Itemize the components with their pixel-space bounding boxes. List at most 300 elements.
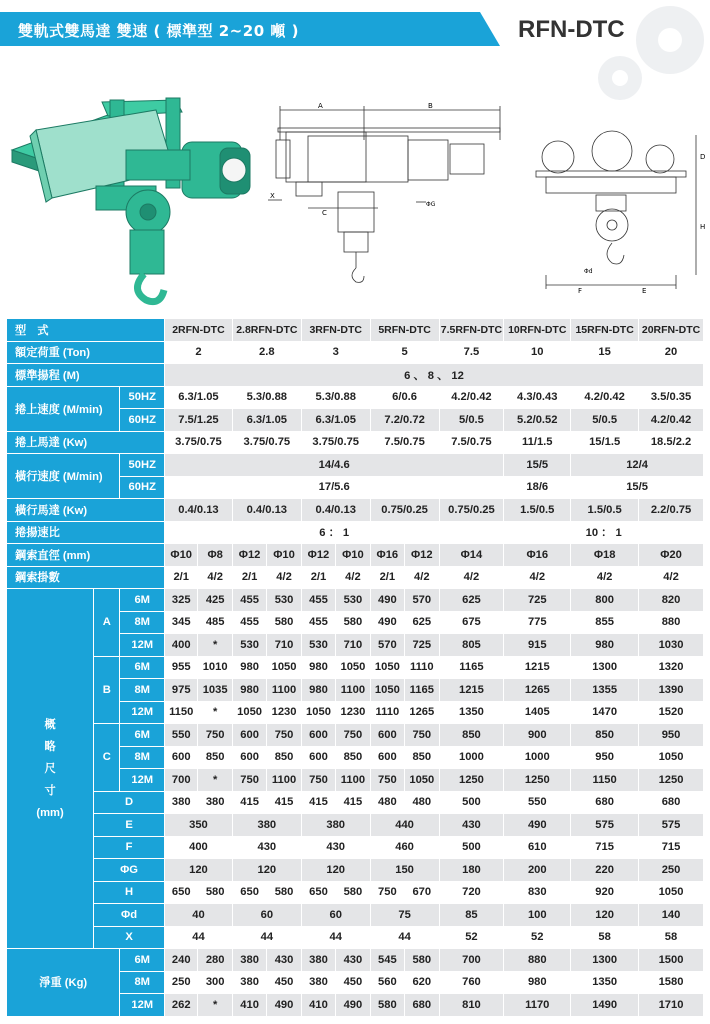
lift-label: 標準揚程 (M) [7,364,165,387]
spec-table [6,318,704,1017]
dim-c-cell: 750 [370,769,404,792]
hoist-speed-cell: 6/0.6 [370,386,439,409]
dim-value-cell: 680 [571,791,639,814]
hoist-motor-cell: 3.75/0.75 [301,431,370,454]
dim-b-cell: 1300 [571,656,639,679]
dim-c-cell: 750 [232,769,266,792]
hoist-speed-cell: 5.3/0.88 [232,386,301,409]
rated-load-cell: 10 [504,341,571,364]
dim-a-cell: 570 [405,589,439,612]
weight-cell: 250 [165,971,198,994]
weight-cell: 580 [405,949,439,972]
dim-d-small-label: Φd [584,268,593,275]
dim-b-cell: 1470 [571,701,639,724]
hoist-motor-cell: 18.5/2.2 [639,431,704,454]
dim-c-cell: 1050 [405,769,439,792]
dim-c-cell: 950 [571,746,639,769]
weight-cell: 620 [405,971,439,994]
dim-c-cell: * [198,769,232,792]
dim-a-cell: 625 [405,611,439,634]
weight-cell: 300 [198,971,232,994]
dims-label-part: 略 [44,740,56,753]
rope-dia-cell: Φ10 [336,544,370,567]
weight-cell: 280 [198,949,232,972]
rated-load-cell: 3 [301,341,370,364]
travel-motor-cell: 2.2/0.75 [639,499,704,522]
rope-dia-cell: Φ16 [370,544,404,567]
hoist-speed-cell: 6.3/1.05 [165,386,233,409]
dim-value-cell: 715 [571,836,639,859]
rope-dia-cell: Φ20 [639,544,704,567]
dim-value-cell: 580 [336,881,370,904]
hoist-speed-cell: 5/0.5 [439,409,504,432]
hoist-speed-50-row [7,386,704,409]
dim-c-cell: 850 [267,746,301,769]
dim-value-cell: 380 [301,814,370,837]
lift-height-label: 8M [120,679,165,702]
dim-g-label: ΦG [426,201,436,208]
rope-falls-cell: 4/2 [504,566,571,589]
weight-cell: 430 [267,949,301,972]
rated-load-cell: 5 [370,341,439,364]
model-name-cell: 10RFN-DTC [504,319,571,342]
weight-cell: 450 [267,971,301,994]
dim-h-row [7,881,704,904]
dim-label: D [94,791,165,814]
weight-cell: 1580 [639,971,704,994]
dim-c-cell: 750 [405,724,439,747]
dim-d-row [7,791,704,814]
rope-dia-cell: Φ14 [439,544,504,567]
dim-value-cell: 715 [639,836,704,859]
dim-a-cell: 980 [571,634,639,657]
dim-value-cell: 480 [405,791,439,814]
dim-c-cell: 1150 [571,769,639,792]
dim-a-cell: 580 [336,611,370,634]
weight-cell: 980 [504,971,571,994]
dim-c-6m-row [7,724,704,747]
rope-dia-cell: Φ10 [165,544,198,567]
dim-c-cell: 700 [165,769,198,792]
dims-label [7,589,94,949]
weight-cell: 700 [439,949,504,972]
dim-b-cell: 1100 [267,679,301,702]
dim-value-cell: 52 [504,926,571,949]
dim-c-cell: 600 [370,724,404,747]
weight-cell: 450 [336,971,370,994]
dim-a-cell: 530 [267,589,301,612]
dim-value-cell: 650 [232,881,266,904]
rated-load-row [7,341,704,364]
dim-b-6m-row [7,656,704,679]
dim-value-cell: 680 [639,791,704,814]
rope-dia-cell: Φ18 [571,544,639,567]
dim-a-cell: 775 [504,611,571,634]
dim-value-cell: 650 [165,881,198,904]
dim-a-cell: * [198,634,232,657]
weight-cell: 430 [336,949,370,972]
dim-a-cell: 455 [301,589,335,612]
hoist-speed-cell: 4.3/0.43 [504,386,571,409]
rope-falls-label: 鋼索掛數 [7,566,165,589]
dim-a-cell: 855 [571,611,639,634]
weight-cell: 380 [301,971,335,994]
dim-c-cell: 750 [267,724,301,747]
weight-cell: 1490 [571,994,639,1017]
dim-g-row [7,859,704,882]
rope-falls-cell: 4/2 [198,566,232,589]
dims-label-part: 尺 [44,762,56,775]
model-name-cell: 2.8RFN-DTC [232,319,301,342]
dim-a-cell: 880 [639,611,704,634]
dim-c-cell: 950 [639,724,704,747]
dim-e-row [7,814,704,837]
travel-motor-cell: 0.4/0.13 [165,499,233,522]
rated-load-cell: 7.5 [439,341,504,364]
travel-speed-cell: 14/4.6 [165,454,504,477]
dim-value-cell: 575 [571,814,639,837]
model-name-cell: 15RFN-DTC [571,319,639,342]
dim-value-cell: 100 [504,904,571,927]
weight-cell: 240 [165,949,198,972]
dim-value-cell: 44 [301,926,370,949]
rope-dia-cell: Φ12 [301,544,335,567]
dim-a-label: A [318,102,323,110]
dim-value-cell: 415 [336,791,370,814]
model-title: RFN-DTC [518,16,625,43]
dim-value-cell: 58 [571,926,639,949]
dim-x-label: X [270,192,275,200]
dim-value-cell: 44 [370,926,439,949]
travel-motor-cell: 0.4/0.13 [232,499,301,522]
dim-c-cell: 1100 [336,769,370,792]
dim-value-cell: 44 [232,926,301,949]
dim-d-row [7,904,704,927]
dim-b-cell: 1265 [504,679,571,702]
dim-label: Φd [94,904,165,927]
weight-cell: 410 [232,994,266,1017]
dim-a-cell: 725 [405,634,439,657]
travel-speed-cell: 18/6 [504,476,571,499]
dim-value-cell: 58 [639,926,704,949]
dim-a-cell: 490 [370,611,404,634]
rope-falls-cell: 4/2 [439,566,504,589]
dim-label: H [94,881,165,904]
dim-value-cell: 920 [571,881,639,904]
dim-b-cell: 1405 [504,701,571,724]
dim-value-cell: 75 [370,904,439,927]
gear-ratio-row [7,521,704,544]
lift-height-label: 12M [120,994,165,1017]
dim-value-cell: 180 [439,859,504,882]
lift-height-label: 8M [120,611,165,634]
hoist-motor-cell: 15/1.5 [571,431,639,454]
dim-b-cell: 1050 [370,679,404,702]
dim-value-cell: 430 [232,836,301,859]
weight-cell: 680 [405,994,439,1017]
dim-value-cell: 120 [571,904,639,927]
dim-value-cell: 430 [301,836,370,859]
dim-c-cell: 600 [301,724,335,747]
dim-b-cell: 1010 [198,656,232,679]
hoist-motor-cell: 3.75/0.75 [232,431,301,454]
rope-dia-cell: Φ8 [198,544,232,567]
dim-value-cell: 52 [439,926,504,949]
dim-b-cell: 1050 [232,701,266,724]
dim-a-cell: 325 [165,589,198,612]
dim-c-cell: 850 [405,746,439,769]
dim-a-cell: 1030 [639,634,704,657]
dim-b-cell: 980 [232,679,266,702]
rope-dia-cell: Φ10 [267,544,301,567]
travel-speed-cell: 12/4 [571,454,704,477]
dim-c-cell: 600 [370,746,404,769]
weight-6m-row [7,949,704,972]
dim-value-cell: 490 [504,814,571,837]
dim-c-cell: 550 [165,724,198,747]
dim-value-cell: 120 [165,859,233,882]
travel-motor-cell: 0.75/0.25 [439,499,504,522]
dim-b-cell: 1050 [301,701,335,724]
dim-b-cell: 1215 [439,679,504,702]
travel-speed-cell: 15/5 [571,476,704,499]
rope-falls-cell: 4/2 [405,566,439,589]
dim-c-cell: 1050 [639,746,704,769]
dim-value-cell: 44 [165,926,233,949]
travel-speed-cell: 15/5 [504,454,571,477]
lift-height-label: 6M [120,656,165,679]
dim-a-cell: 400 [165,634,198,657]
weight-cell: 1300 [571,949,639,972]
dim-x-row [7,926,704,949]
dim-a-cell: 490 [370,589,404,612]
lift-height-label: 12M [120,701,165,724]
dim-a-cell: 345 [165,611,198,634]
dim-value-cell: 400 [165,836,233,859]
travel-motor-cell: 1.5/0.5 [504,499,571,522]
dim-c-cell: 1000 [439,746,504,769]
weight-cell: 545 [370,949,404,972]
dim-a-cell: 455 [232,611,266,634]
dim-a-cell: 530 [232,634,266,657]
hoist-speed-cell: 4.2/0.42 [639,409,704,432]
lift-height-label: 6M [120,589,165,612]
gear-ratio-label: 捲揚速比 [7,521,165,544]
dim-value-cell: 610 [504,836,571,859]
dim-b-cell: 1320 [639,656,704,679]
rope-falls-row [7,566,704,589]
dim-label: X [94,926,165,949]
dim-c-cell: 850 [336,746,370,769]
dim-b-cell: 1150 [165,701,198,724]
dim-d-label: D [700,153,706,161]
dim-value-cell: 650 [301,881,335,904]
rope-falls-cell: 2/1 [301,566,335,589]
dim-value-cell: 250 [639,859,704,882]
hz60-label: 60HZ [120,476,165,499]
dim-value-cell: 580 [198,881,232,904]
dim-value-cell: 430 [439,814,504,837]
lift-value: 6 、 8 、 12 [165,364,704,387]
rated-load-label: 額定荷重 (Ton) [7,341,165,364]
lift-height-label: 6M [120,949,165,972]
dim-b-cell: 1390 [639,679,704,702]
dim-a-cell: 530 [301,634,335,657]
dim-b-cell: 1100 [336,679,370,702]
dim-value-cell: 480 [370,791,404,814]
rope-dia-cell: Φ16 [504,544,571,567]
dims-label-part: 寸 [44,784,56,797]
weight-cell: 760 [439,971,504,994]
rope-dia-label: 鋼索直徑 (mm) [7,544,165,567]
hoist-motor-label: 捲上馬達 (Kw) [7,431,165,454]
dim-c-cell: 1000 [504,746,571,769]
dim-c-cell: 750 [198,724,232,747]
travel-motor-label: 橫行馬達 (Kw) [7,499,165,522]
weight-cell: 880 [504,949,571,972]
dim-c-cell: 1250 [504,769,571,792]
dim-value-cell: 150 [370,859,439,882]
dim-value-cell: 200 [504,859,571,882]
hoist-speed-cell: 4.2/0.42 [571,386,639,409]
dim-a-cell: 530 [336,589,370,612]
dim-value-cell: 85 [439,904,504,927]
hoist-speed-cell: 6.3/1.05 [232,409,301,432]
travel-motor-cell: 0.4/0.13 [301,499,370,522]
dim-c-cell: 750 [301,769,335,792]
dim-group-label: C [94,724,120,792]
dim-value-cell: 415 [301,791,335,814]
dim-f-row [7,836,704,859]
dim-group-label: B [94,656,120,724]
hoist-motor-cell: 7.5/0.75 [370,431,439,454]
rope-dia-row [7,544,704,567]
rope-dia-cell: Φ12 [405,544,439,567]
dim-a-cell: 800 [571,589,639,612]
hoist-speed-label: 捲上速度 (M/min) [7,386,120,431]
dim-b-cell: 1230 [336,701,370,724]
dim-value-cell: 60 [301,904,370,927]
dim-value-cell: 440 [370,814,439,837]
rated-load-cell: 15 [571,341,639,364]
dim-b-cell: 1215 [504,656,571,679]
rope-falls-cell: 4/2 [571,566,639,589]
dim-value-cell: 1050 [639,881,704,904]
dim-label: F [94,836,165,859]
front-view-drawing [526,125,710,295]
rated-load-cell: 20 [639,341,704,364]
dim-value-cell: 500 [439,836,504,859]
gear-ratio-cell: 10 ： 1 [504,521,704,544]
dim-b-cell: 980 [301,656,335,679]
table-header-row [7,319,704,342]
hz50-label: 50HZ [120,386,165,409]
dim-value-cell: 550 [504,791,571,814]
dim-value-cell: 460 [370,836,439,859]
dim-value-cell: 575 [639,814,704,837]
dim-c-cell: 1100 [267,769,301,792]
dim-c-cell: 1250 [439,769,504,792]
dim-a-cell: 425 [198,589,232,612]
dim-value-cell: 500 [439,791,504,814]
hoist-speed-cell: 7.2/0.72 [370,409,439,432]
hz50-label: 50HZ [120,454,165,477]
weight-cell: 380 [232,971,266,994]
model-name-cell: 5RFN-DTC [370,319,439,342]
travel-speed-cell: 17/5.6 [165,476,504,499]
lift-height-label: 12M [120,634,165,657]
travel-motor-cell: 0.75/0.25 [370,499,439,522]
dim-value-cell: 580 [267,881,301,904]
lift-height-label: 6M [120,724,165,747]
dim-value-cell: 380 [232,814,301,837]
hoist-speed-cell: 5.2/0.52 [504,409,571,432]
travel-speed-50-row [7,454,704,477]
weight-cell: 1500 [639,949,704,972]
dim-a-cell: 570 [370,634,404,657]
dim-value-cell: 415 [232,791,266,814]
hz60-label: 60HZ [120,409,165,432]
dim-value-cell: 830 [504,881,571,904]
dim-b-label: B [428,102,433,110]
side-view-drawing [268,100,508,300]
dim-label: ΦG [94,859,165,882]
gear-ratio-cell: 6 ： 1 [165,521,504,544]
weight-cell: 380 [301,949,335,972]
dim-b-cell: 1165 [439,656,504,679]
hoist-speed-cell: 4.2/0.42 [439,386,504,409]
dim-c-cell: 750 [336,724,370,747]
dim-value-cell: 120 [232,859,301,882]
rated-load-cell: 2 [165,341,233,364]
dim-b-cell: 1110 [370,701,404,724]
rated-load-cell: 2.8 [232,341,301,364]
dim-a-cell: 485 [198,611,232,634]
dim-value-cell: 750 [370,881,404,904]
dim-c-cell: 850 [439,724,504,747]
gear-watermark-icon [590,0,710,110]
weight-cell: 1710 [639,994,704,1017]
weight-cell: 560 [370,971,404,994]
weight-cell: 410 [301,994,335,1017]
travel-motor-row [7,499,704,522]
dim-c-cell: 850 [571,724,639,747]
dim-b-cell: 1230 [267,701,301,724]
hoist-product-photo [6,90,264,316]
model-name-cell: 7.5RFN-DTC [439,319,504,342]
dim-a-cell: 455 [301,611,335,634]
dim-b-cell: * [198,701,232,724]
dim-c-cell: 600 [165,746,198,769]
dim-a-cell: 805 [439,634,504,657]
hoist-speed-cell: 5/0.5 [571,409,639,432]
dim-h-label: H [700,223,706,231]
dim-value-cell: 415 [267,791,301,814]
travel-motor-cell: 1.5/0.5 [571,499,639,522]
dim-value-cell: 220 [571,859,639,882]
dim-a-6m-row [7,589,704,612]
dim-a-cell: 710 [267,634,301,657]
dim-a-cell: 725 [504,589,571,612]
dim-a-cell: 455 [232,589,266,612]
hoist-speed-cell: 3.5/0.35 [639,386,704,409]
dims-label-part: (mm) [36,806,64,819]
weight-cell: 490 [336,994,370,1017]
hoist-motor-cell: 11/1.5 [504,431,571,454]
dim-b-cell: 980 [301,679,335,702]
lift-height-label: 8M [120,971,165,994]
dim-b-cell: 1110 [405,656,439,679]
